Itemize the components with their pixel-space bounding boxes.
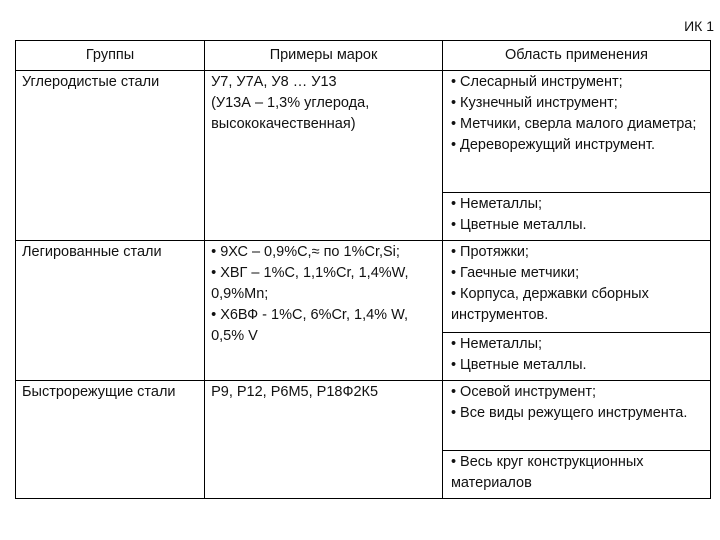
group-name: Легированные стали [22,244,162,260]
header-groups: Группы [16,41,205,71]
group-cell [16,71,205,241]
header-grades: Примеры марок [205,41,443,71]
page-label: ИК 1 [684,18,714,34]
application-item: • Дереворежущий инструмент. [451,135,704,156]
grade-line: • Х6ВФ - 1%С, 6%Cr, 1,4% W, 0,5% V [211,305,436,347]
applications-cell [442,381,710,451]
application-item: • Метчики, сверла малого диаметра; [451,114,704,135]
grades-cell [205,241,443,381]
grades-cell [205,71,443,241]
application-item: • Все виды режущего инструмента. [451,403,704,424]
group-cell [16,241,205,381]
grade-line: • ХВГ – 1%С, 1,1%Cr, 1,4%W, 0,9%Mn; [211,263,436,305]
applications-cell [442,241,710,333]
group-name: Углеродистые стали [22,74,160,90]
application-item: • Кузнечный инструмент; [451,93,704,114]
application-item: • Весь круг конструкционных материалов [451,452,704,494]
application-item: • Осевой инструмент; [451,382,704,403]
grades-cell [205,381,443,499]
grade-line: Р9, Р12, Р6М5, Р18Ф2К5 [211,384,379,400]
applications-cell [442,71,710,193]
steel-table [15,40,711,499]
grade-line: • 9ХС – 0,9%С,≈ по 1%Cr,Si; [211,242,436,263]
application-item: • Гаечные метчики; [451,263,704,284]
application-item: • Неметаллы; [451,334,704,355]
applications-cell [442,451,710,499]
group-cell [16,381,205,499]
grade-line: (У13А – 1,3% углерода, высококачественная) [211,95,370,132]
application-item: • Неметаллы; [451,194,704,215]
applications-cell [442,333,710,381]
application-item: • Цветные металлы. [451,355,704,376]
table-row [16,241,711,333]
grade-line: У7, У7А, У8 … У13 [211,74,337,90]
header-row [16,41,711,71]
application-item: • Корпуса, державки сборных инструментов. [451,284,704,326]
header-applications: Область применения [442,41,710,71]
group-name: Быстрорежущие стали [22,384,176,400]
application-item: • Слесарный инструмент; [451,72,704,93]
table-row [16,381,711,451]
table-row [16,71,711,193]
application-item: • Цветные металлы. [451,215,704,236]
applications-cell [442,193,710,241]
application-item: • Протяжки; [451,242,704,263]
